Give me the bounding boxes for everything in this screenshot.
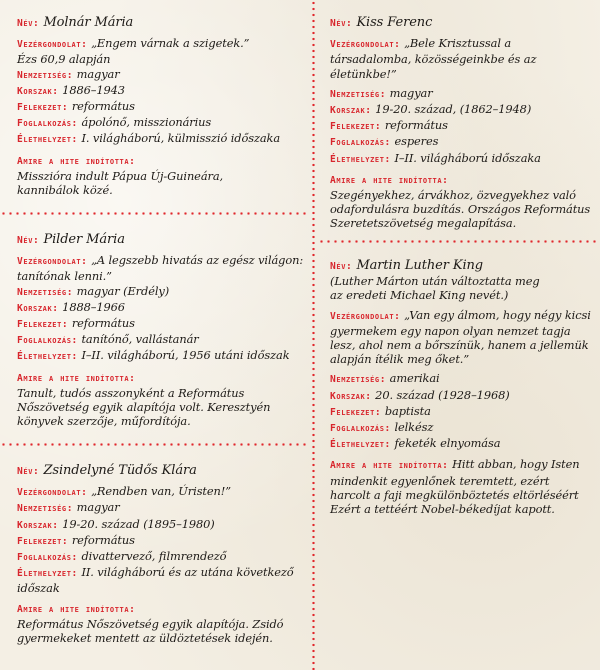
dotted-divider-left-2 xyxy=(0,443,310,446)
era-row xyxy=(17,300,307,316)
life-situation-row xyxy=(330,151,592,167)
occupation-label: Foglalkozás: xyxy=(17,552,78,564)
faith-drove-label: Amire a hite indította: xyxy=(330,460,449,472)
faith-drove-row xyxy=(330,457,592,516)
life-situation-label: Élethelyzet: xyxy=(17,568,78,580)
occupation-row xyxy=(330,134,592,150)
occupation-row xyxy=(330,420,592,436)
nationality-label: Nemzetiség: xyxy=(330,88,387,100)
denomination-label: Felekezet: xyxy=(17,102,69,114)
faith-drove-value: Református Nőszövetség egyik alapítója. Zsidó gyermekeket mentett az üldöztetések idején. xyxy=(17,616,284,646)
nationality-value: magyar xyxy=(76,500,120,515)
life-situation-value: I. világháború, külmisszió időszaka xyxy=(81,131,281,146)
motto-row xyxy=(17,484,307,500)
life-situation-row xyxy=(17,565,307,595)
nationality-row xyxy=(330,371,592,387)
dotted-divider-right-1 xyxy=(318,240,600,243)
nationality-label: Nemzetiség: xyxy=(17,69,74,81)
nationality-value: magyar (Erdély) xyxy=(76,283,170,298)
motto-value: „Rendben van, Úristen!” xyxy=(91,484,231,499)
occupation-label: Foglalkozás: xyxy=(330,137,391,149)
motto-value: „Engem várnak a szigetek.” xyxy=(91,36,250,51)
era-label: Korszak: xyxy=(17,519,59,531)
profile-card-pilder-maria xyxy=(17,233,307,428)
life-situation-value: I–II. világháború, 1956 utáni időszak xyxy=(81,348,290,363)
occupation-row xyxy=(17,332,307,348)
denomination-row xyxy=(330,118,592,134)
nationality-value: magyar xyxy=(76,66,120,81)
name-row xyxy=(17,464,307,479)
motto-row xyxy=(330,308,592,367)
life-situation-value: II. világháború és az utána következő időszak xyxy=(17,565,294,596)
name-value: Martin Luther King xyxy=(356,258,484,273)
name-label: Név: xyxy=(17,466,40,477)
era-value: 19-20. század, (1862–1948) xyxy=(375,102,532,117)
denomination-label: Felekezet: xyxy=(330,406,382,418)
name-label: Név: xyxy=(17,18,40,29)
life-situation-label: Élethelyzet: xyxy=(17,134,78,146)
nationality-value: magyar xyxy=(389,85,433,100)
denomination-value: baptista xyxy=(384,403,431,418)
nationality-row xyxy=(17,500,307,516)
denomination-label: Felekezet: xyxy=(330,121,382,133)
denomination-label: Felekezet: xyxy=(17,319,69,331)
occupation-value: ápolónő, misszionárius xyxy=(81,115,212,130)
era-row xyxy=(330,102,592,118)
era-value: 1886–1943 xyxy=(62,82,125,97)
faith-drove-label: Amire a hite indította: xyxy=(17,372,136,384)
faith-drove-value: Tanult, tudós asszonyként a Református Nőszövetség egyik alapítója volt. Keresztyén könyvek szerzője, műfordítója. xyxy=(17,385,271,429)
name-label: Név: xyxy=(330,18,353,29)
occupation-value: esperes xyxy=(394,134,439,149)
motto-source: Ézs 60,9 alapján xyxy=(17,52,111,67)
faith-drove-value: Misszióra indult Pápua Új-Guineára, kannibálok közé. xyxy=(17,168,224,198)
occupation-value: lelkész xyxy=(394,420,434,435)
faith-drove-label: Amire a hite indította: xyxy=(17,603,136,615)
era-label: Korszak: xyxy=(17,85,59,97)
occupation-label: Foglalkozás: xyxy=(17,118,78,130)
occupation-row xyxy=(17,115,307,131)
motto-label: Vezérgondolat: xyxy=(330,310,401,322)
motto-value: „A legszebb hivatás az egész világon: tanítónak lenni.” xyxy=(17,253,304,284)
era-value: 20. század (1928–1968) xyxy=(375,387,510,402)
occupation-value: divattervező, filmrendező xyxy=(81,549,227,564)
motto-row xyxy=(330,36,592,81)
name-row xyxy=(17,16,307,31)
motto-value: „Van egy álmom, hogy négy kicsi gyermekem egy napon olyan nemzet tagja lesz, ahol nem a bőrszínük, hanem a jellemük alapján ítélik meg őket.” xyxy=(330,307,591,367)
era-row xyxy=(330,388,592,404)
name-note: (Luther Márton után változtatta meg az eredeti Michael King nevét.) xyxy=(330,274,540,303)
era-value: 19-20. század (1895–1980) xyxy=(62,516,215,531)
faith-drove-label-row xyxy=(17,370,307,386)
nationality-row xyxy=(17,67,307,83)
motto-label: Vezérgondolat: xyxy=(17,256,88,268)
nationality-row xyxy=(17,284,307,300)
motto-label: Vezérgondolat: xyxy=(17,39,88,51)
name-row xyxy=(330,259,592,274)
faith-drove-label: Amire a hite indította: xyxy=(17,155,136,167)
nationality-label: Nemzetiség: xyxy=(17,286,74,298)
denomination-row xyxy=(330,404,592,420)
denomination-value: református xyxy=(384,118,448,133)
dotted-divider-left-1 xyxy=(0,212,310,215)
name-row xyxy=(17,233,307,248)
era-value: 1888–1966 xyxy=(62,299,125,314)
denomination-row xyxy=(17,533,307,549)
name-value: Molnár Mária xyxy=(43,15,134,30)
life-situation-row xyxy=(17,131,307,147)
nationality-label: Nemzetiség: xyxy=(330,374,387,386)
name-row xyxy=(330,16,592,31)
era-row xyxy=(17,517,307,533)
era-label: Korszak: xyxy=(17,302,59,314)
motto-label: Vezérgondolat: xyxy=(17,487,88,499)
motto-value: „Bele Krisztussal a társadalomba, közösségeinkbe és az életünkbe!” xyxy=(330,36,537,81)
name-label: Név: xyxy=(330,261,353,272)
name-label: Név: xyxy=(17,235,40,246)
vertical-dotted-divider xyxy=(312,0,315,670)
denomination-row xyxy=(17,316,307,332)
life-situation-value: feketék elnyomása xyxy=(394,436,501,451)
occupation-label: Foglalkozás: xyxy=(17,335,78,347)
denomination-label: Felekezet: xyxy=(17,535,69,547)
motto-label: Vezérgondolat: xyxy=(330,39,401,51)
nationality-row xyxy=(330,86,592,102)
faith-drove-label: Amire a hite indította: xyxy=(330,174,449,186)
faith-drove-label-row xyxy=(330,172,592,188)
profile-card-kiss-ferenc xyxy=(330,16,592,231)
nationality-value: amerikai xyxy=(389,371,440,386)
motto-row xyxy=(17,36,307,52)
denomination-value: református xyxy=(71,532,135,547)
name-value: Zsindelyné Tüdős Klára xyxy=(43,463,197,478)
life-situation-label: Élethelyzet: xyxy=(17,351,78,363)
motto-row xyxy=(17,253,307,283)
era-label: Korszak: xyxy=(330,390,372,402)
faith-drove-value: Hitt abban, hogy Isten mindenkit egyenlőnek teremtett, ezért harcolt a faji megkülönböztetés eltörléséért Ezért a tettéért Nobel-békedíjat kapott. xyxy=(330,457,580,517)
name-value: Kiss Ferenc xyxy=(356,15,433,30)
occupation-value: tanítónő, vallástanár xyxy=(81,332,199,347)
name-value: Pilder Mária xyxy=(43,232,125,247)
life-situation-label: Élethelyzet: xyxy=(330,153,391,165)
faith-drove-label-row xyxy=(17,601,307,617)
denomination-row xyxy=(17,99,307,115)
era-row xyxy=(17,83,307,99)
nationality-label: Nemzetiség: xyxy=(17,503,74,515)
profile-card-molnar-maria xyxy=(17,16,307,197)
faith-drove-value: Szegényekhez, árvákhoz, özvegyekhez való odafordulásra buzdítás. Országos Református Szeretetszövetség megalapítása. xyxy=(330,188,591,231)
denomination-value: református xyxy=(71,316,135,331)
life-situation-row xyxy=(330,436,592,452)
life-situation-value: I–II. világháború időszaka xyxy=(394,150,541,165)
life-situation-row xyxy=(17,348,307,364)
life-situation-label: Élethelyzet: xyxy=(330,439,391,451)
profile-card-martin-luther-king xyxy=(330,259,592,516)
denomination-value: református xyxy=(71,99,135,114)
profile-card-zsindelyne-tudos-klara xyxy=(17,464,307,645)
occupation-row xyxy=(17,549,307,565)
era-label: Korszak: xyxy=(330,105,372,117)
occupation-label: Foglalkozás: xyxy=(330,423,391,435)
faith-drove-label-row xyxy=(17,153,307,169)
